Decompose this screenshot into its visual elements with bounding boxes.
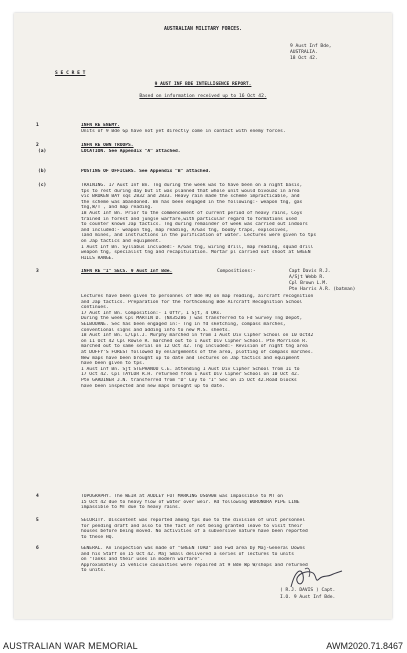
section-i-secs-body bbox=[81, 294, 381, 389]
composition-member: Pte Harris A.R. (batman) bbox=[289, 287, 356, 292]
section-line: During the week Cpl MARTIN D. (NX35286 ) was transferred to Fd Survey Tng Depot, bbox=[81, 316, 303, 322]
section-line: TRAINING. 17 Aust Inf Bn. Tng during the week was to have been on a night basis, bbox=[81, 183, 303, 188]
composition-member: Capt Davis R.J. bbox=[289, 269, 331, 274]
section-line: at DUFFY'S FOREST followed by enlargements of the area, plotting of compass marches. bbox=[81, 349, 314, 355]
section-line: and included:- weapon tng, map reading, A/Gas tng, booby traps, explosives, bbox=[81, 227, 289, 233]
section-number: 4 bbox=[36, 494, 39, 499]
section-line: land mines, and instructions in the purification of water. Lectures were given to tps bbox=[81, 233, 317, 239]
section-training bbox=[81, 183, 381, 261]
section-topography bbox=[81, 494, 381, 511]
section-location bbox=[81, 149, 381, 155]
composition-member: A/Sjt Webb R. bbox=[289, 275, 325, 280]
from-line-3: 18 Oct 42. bbox=[290, 56, 318, 61]
section-line: SELBOURNE. Sec has been engaged in:- Tng in fd sketching, compass marches, bbox=[81, 321, 286, 327]
section-line: Units of 9 Bde Gp have not yet directly come in contact with enemy forces. bbox=[81, 128, 286, 134]
section-line: weapon tng, specialist tng and recapitulation. Mortar pl carried out shoot at GREEN bbox=[81, 250, 311, 256]
section-line: TOPOGRAPHY. The WEIR at AUDLEY FOT MARKING OS6908 was impassible to MT on bbox=[81, 494, 283, 499]
section-line: conventional signs and adding info to new M.S. sheets. bbox=[81, 327, 231, 333]
section-line: 1 Aust Inf Bn. Syllabus included:- A/Gas tng, wiring drill, map reading, squad drill bbox=[81, 244, 314, 250]
section-line: to these HQ. bbox=[81, 534, 115, 540]
section-line: New maps have been brought up to date and lectures on Jap tactics and equipment bbox=[81, 355, 300, 361]
section-line: impassible to MT due to heavy rains. bbox=[81, 505, 181, 511]
section-number: 2 bbox=[36, 143, 39, 148]
section-line: and his Staff on 15 Oct 42. Maj Small delivered a series of lectures to units bbox=[81, 551, 294, 557]
section-line: 15 Oct 42 due to heavy flow of water over weir. Rd following WORONORA PIPE LINE bbox=[81, 499, 300, 505]
section-line: tps to rest during day but it was planned that whole unit would bivouac in area bbox=[81, 188, 300, 194]
section-line: and Jap tactics. Preparation for the forthcoming Bde Aircraft Recognition School bbox=[81, 299, 303, 305]
section-line: continues. bbox=[81, 305, 109, 311]
section-line: to counter known Jap tactics. Tng during remainder of week was carried out indoors bbox=[81, 222, 308, 228]
section-line: 17 Aust Inf Bn. Composition:- 1 Offr, 1 Sjt, 4 ORs. bbox=[81, 310, 223, 316]
document-page bbox=[14, 13, 392, 619]
section-line: have been given to tps. bbox=[81, 361, 145, 367]
section-line: for pending draft and also to the fact of not being granted leave to visit their bbox=[81, 523, 303, 529]
section-line: HILLS RANGE. bbox=[81, 255, 115, 261]
footer-bar bbox=[0, 626, 407, 653]
section-posting bbox=[81, 169, 381, 175]
section-line: POSTING OF OFFICERS. See Appendix "B" attached. bbox=[81, 169, 211, 174]
footer-institution: AUSTRALIAN WAR MEMORIAL bbox=[3, 641, 138, 651]
section-line: tng,W/T , and map reading. bbox=[81, 205, 153, 211]
section-security bbox=[81, 518, 381, 540]
section-line: houses before being moved. No activities of a subversive nature have been reported bbox=[81, 529, 308, 535]
section-heading: INFN RE OWN TROOPS. bbox=[81, 143, 134, 148]
section-line: trained in forest and jungle warfare,with particular regard to formations used bbox=[81, 216, 297, 222]
section-line: on 11 Oct 42 Cpl Rowle R. marched out to 1 Aust Div Cipher School. Pte Morrison R. bbox=[81, 338, 308, 344]
section-line: GENERAL. An inspection was made of "GREEN TOAD" and Fwd area by Maj-General Downs bbox=[81, 546, 306, 551]
section-heading: INFN RE "I" SECS. 9 Aust Inf Bde. bbox=[81, 269, 173, 274]
classification: S E C R E T bbox=[55, 71, 86, 76]
report-title: 9 AUST INF BDE INTELLIGENCE REPORT. bbox=[154, 82, 252, 87]
document-header-title: AUSTRALIAN MILITARY FORCES. bbox=[164, 27, 242, 32]
section-line: 18 Aust Inf Bn. Prior to the commencement of current period of heavy rains, Coys bbox=[81, 210, 303, 216]
section-line: 17 Oct 42. Cpl TAYLOR R.H. returned from 1 Aust Div Cipher School on 10 Oct 42. bbox=[81, 372, 300, 378]
from-line-1: 9 Aust Inf Bde, bbox=[290, 44, 332, 49]
section-line: 1 Aust Inf Bn. Sjt STEPHANOU C.E. attending 1 Aust Div Cipher School from 11 to bbox=[81, 366, 300, 372]
section-line: on Jap tactics and equipment. bbox=[81, 238, 162, 244]
section-line: marched out to same serial on 12 Oct 42. Tng included:- Revision of night tng area bbox=[81, 344, 308, 350]
footer-accession-number: AWM2020.71.8467 bbox=[326, 641, 403, 651]
section-infn-own-troops bbox=[81, 143, 381, 149]
compositions-label: Compositions:- bbox=[217, 269, 256, 274]
from-line-2: AUSTRALIA. bbox=[290, 50, 318, 55]
section-line: 18 Aust Inf Bn. L/Cpl.J. Murphy marched in from 1 Aust Div Cipher School on 10 Oct42 bbox=[81, 333, 314, 339]
subsection-letter: (a) bbox=[38, 149, 47, 154]
signature-name: ( R.J. DAVIS ) Capt. bbox=[280, 588, 336, 593]
section-line: LOCATION. See Appendix "A" attached. bbox=[81, 149, 181, 154]
section-i-secs bbox=[81, 269, 231, 275]
section-heading: INFN RE ENEMY. bbox=[81, 123, 120, 128]
subsection-letter: (b) bbox=[38, 169, 47, 174]
section-line: on "Tanks and their uses in modern warfare". bbox=[81, 557, 203, 563]
section-line: Pte GARDINER J.N. transferred from "D" Coy to "I" Sec on 15 Oct 42.Road blocks bbox=[81, 377, 297, 383]
section-number: 1 bbox=[36, 123, 39, 128]
section-number: 6 bbox=[36, 546, 39, 551]
signature-role: I.O. 9 Aust Inf Bde. bbox=[280, 595, 336, 600]
section-line: Approximately 15 vehicle casualties were repaired at 9 Bde Wp W/shops and returned bbox=[81, 562, 308, 568]
section-line: have been inspected and new maps brought up to date. bbox=[81, 383, 225, 389]
section-line: to units. bbox=[81, 568, 106, 574]
composition-member: Cpl Brown L.M. bbox=[289, 281, 328, 286]
based-on-line: Based on information received up to 16 Oct 42. bbox=[139, 94, 267, 99]
section-line: vic BROKEN BAY sqs 2832 and 2833. Heavy rain made the scheme impracticable, and bbox=[81, 194, 300, 200]
section-number: 5 bbox=[36, 518, 39, 523]
subsection-letter: (c) bbox=[38, 183, 47, 188]
section-line: SECURITY. Discontent was reported among tps due to the division of unit personnel bbox=[81, 518, 306, 523]
section-line: the scheme was abandoned. Bn has been engaged in the following:- weapon tng, gas bbox=[81, 199, 303, 205]
section-line: Lectures have been given to personnel of Bde HQ on map reading, aircraft recognition bbox=[81, 294, 314, 299]
section-infn-enemy bbox=[81, 123, 381, 134]
section-number: 3 bbox=[36, 269, 39, 274]
